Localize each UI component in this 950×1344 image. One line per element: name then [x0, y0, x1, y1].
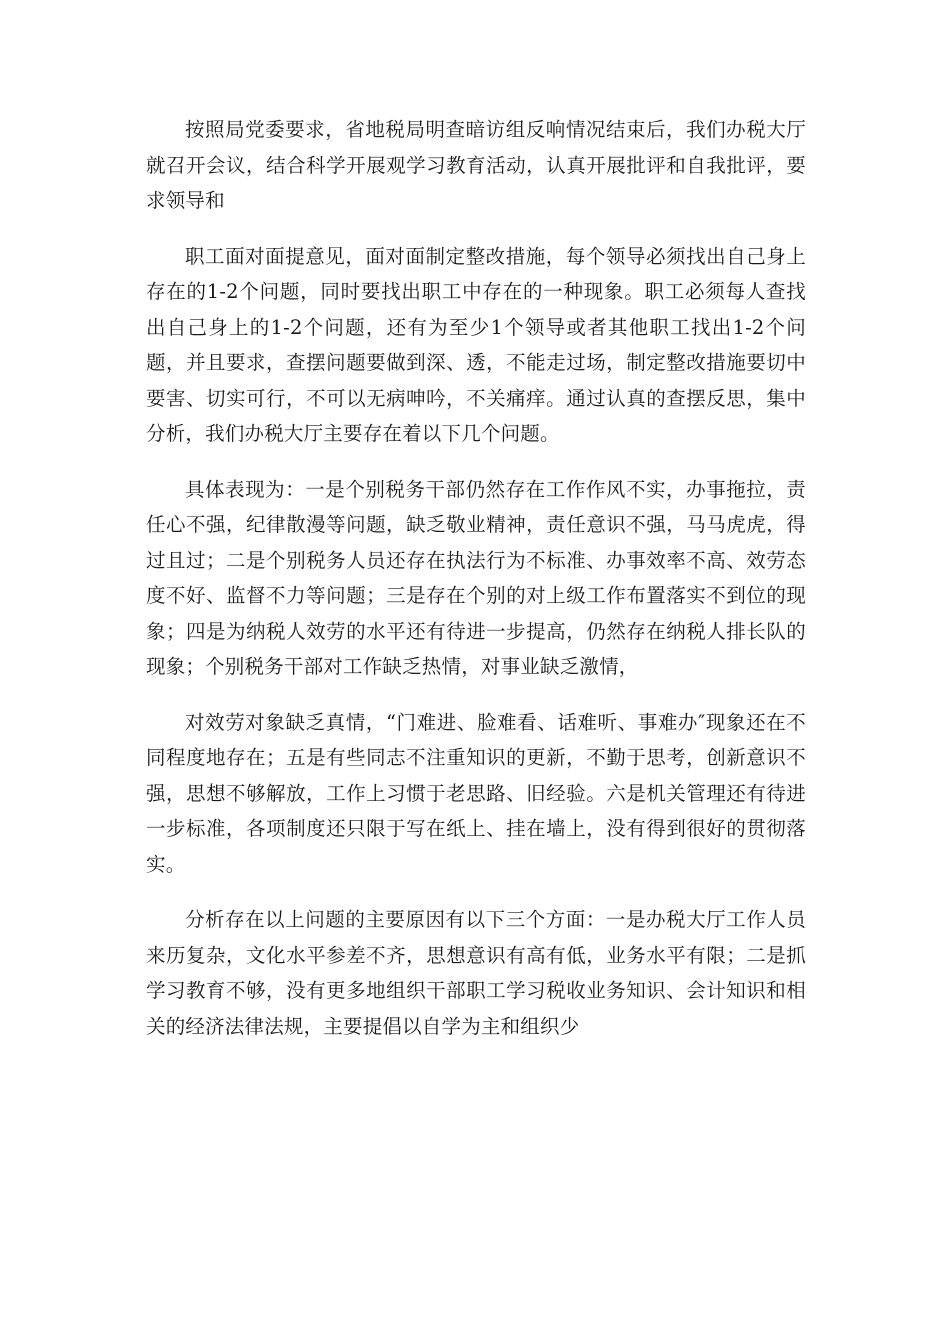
paragraph-2: 职工面对面提意见，面对面制定整改措施，每个领导必须找出自己身上存在的1-2个问题，同时要找出职工中存在的一种现象。职工必须每人查找出自己身上的1-2个问题，还有为至少1个领导或者其他职工找出1-2个问题，并且要求，查摆问题要做到深、透，不能走过场，制定整改措施要切中要害、切实可行，不可以无病呻吟，不关痛痒。通过认真的查摆反思，集中分析，我们办税大厅主要存在着以下几个问题。	[146, 244, 806, 445]
paragraph-4: 对效劳对象缺乏真情，“门难进、脸难看、话难听、事难办″现象还在不同程度地存在；五是有些同志不注重知识的更新，不勤于思考，创新意识不强，思想不够解放，工作上习惯于老思路、旧经验。六是机关管理还有待进一步标准，各项制度还只限于写在纸上、挂在墙上，没有得到很好的贯彻落实。	[146, 710, 806, 876]
paragraph-5: 分析存在以上问题的主要原因有以下三个方面：一是办税大厅工作人员来历复杂，文化水平参差不齐，思想意识有高有低，业务水平有限；二是抓学习教育不够，没有更多地组织干部职工学习税收业务知识、会计知识和相关的经济法律法规，主要提倡以自学为主和组织少	[146, 908, 806, 1038]
document-body	[146, 112, 806, 1064]
paragraph-3: 具体表现为：一是个别税务干部仍然存在工作作风不实，办事拖拉，责任心不强，纪律散漫等问题，缺乏敬业精神，责任意识不强，马马虎虎，得过且过；二是个别税务人员还存在执法行为不标准、办事效率不高、效劳态度不好、监督不力等问题；三是存在个别的对上级工作布置落实不到位的现象；四是为纳税人效劳的水平还有待进一步提高，仍然存在纳税人排长队的现象；个别税务干部对工作缺乏热情，对事业缺乏激情，	[146, 477, 806, 678]
paragraph-1: 按照局党委要求，省地税局明查暗访组反响情况结束后，我们办税大厅就召开会议，结合科学开展观学习教育活动，认真开展批评和自我批评，要求领导和	[146, 118, 806, 212]
